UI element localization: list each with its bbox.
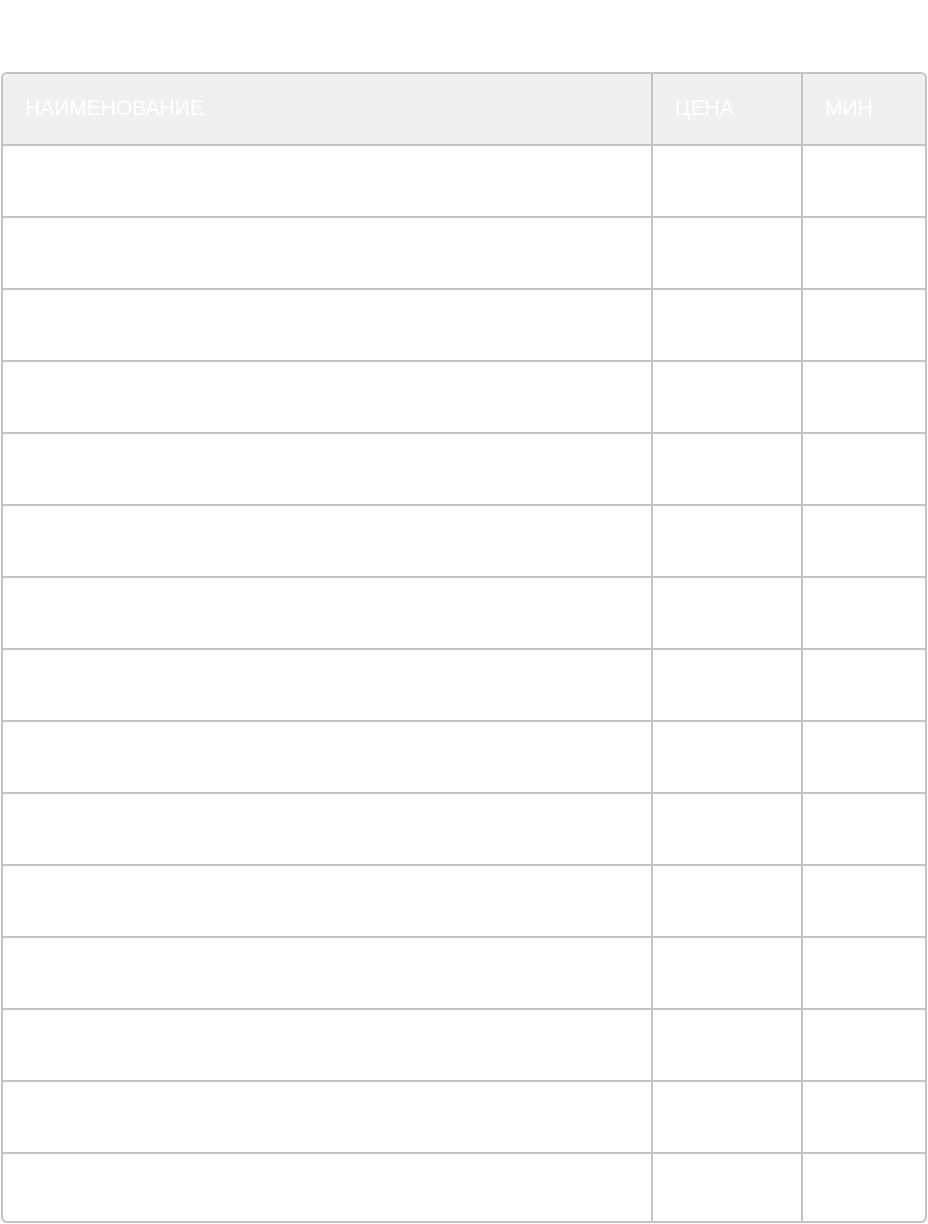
- cell-min[interactable]: [802, 361, 925, 433]
- table-row: [3, 289, 925, 361]
- table-header: [3, 74, 925, 145]
- cell-price[interactable]: [652, 289, 802, 361]
- table-row: [3, 793, 925, 865]
- cell-min[interactable]: [802, 1081, 925, 1153]
- cell-price[interactable]: [652, 937, 802, 1009]
- cell-name[interactable]: [3, 937, 652, 1009]
- table-body: [3, 145, 925, 1223]
- cell-min[interactable]: [802, 505, 925, 577]
- table-row: [3, 361, 925, 433]
- table-row: [3, 217, 925, 289]
- cell-name[interactable]: [3, 217, 652, 289]
- table-row: [3, 505, 925, 577]
- cell-price[interactable]: [652, 721, 802, 793]
- cell-price[interactable]: [652, 1153, 802, 1223]
- table-row: [3, 577, 925, 649]
- cell-min[interactable]: [802, 649, 925, 721]
- cell-name[interactable]: [3, 649, 652, 721]
- table-row: [3, 937, 925, 1009]
- cell-price[interactable]: [652, 145, 802, 217]
- table-row: [3, 1153, 925, 1223]
- cell-price[interactable]: [652, 217, 802, 289]
- cell-price[interactable]: [652, 1009, 802, 1081]
- column-header-name: НАИМЕНОВАНИЕ: [3, 74, 652, 145]
- cell-name[interactable]: [3, 1153, 652, 1223]
- table-row: [3, 1009, 925, 1081]
- cell-name[interactable]: [3, 1009, 652, 1081]
- cell-name[interactable]: [3, 145, 652, 217]
- price-table: [1, 72, 927, 1223]
- cell-name[interactable]: [3, 721, 652, 793]
- cell-name[interactable]: [3, 1081, 652, 1153]
- cell-price[interactable]: [652, 577, 802, 649]
- cell-name[interactable]: [3, 433, 652, 505]
- cell-price[interactable]: [652, 433, 802, 505]
- cell-price[interactable]: [652, 1081, 802, 1153]
- table-row: [3, 1081, 925, 1153]
- cell-price[interactable]: [652, 865, 802, 937]
- cell-price[interactable]: [652, 649, 802, 721]
- cell-min[interactable]: [802, 289, 925, 361]
- table-row: [3, 433, 925, 505]
- cell-name[interactable]: [3, 361, 652, 433]
- table-row: [3, 865, 925, 937]
- cell-name[interactable]: [3, 577, 652, 649]
- cell-min[interactable]: [802, 937, 925, 1009]
- column-header-min: МИН: [802, 74, 925, 145]
- cell-name[interactable]: [3, 865, 652, 937]
- cell-min[interactable]: [802, 793, 925, 865]
- cell-min[interactable]: [802, 433, 925, 505]
- cell-min[interactable]: [802, 1009, 925, 1081]
- cell-min[interactable]: [802, 1153, 925, 1223]
- cell-min[interactable]: [802, 721, 925, 793]
- column-header-price: ЦЕНА: [652, 74, 802, 145]
- cell-name[interactable]: [3, 505, 652, 577]
- table-row: [3, 145, 925, 217]
- cell-name[interactable]: [3, 793, 652, 865]
- table-row: [3, 649, 925, 721]
- cell-min[interactable]: [802, 865, 925, 937]
- table-row: [3, 721, 925, 793]
- price-table-grid: [3, 74, 925, 1223]
- cell-min[interactable]: [802, 145, 925, 217]
- cell-price[interactable]: [652, 505, 802, 577]
- header-row: [3, 74, 925, 145]
- cell-price[interactable]: [652, 361, 802, 433]
- cell-price[interactable]: [652, 793, 802, 865]
- cell-min[interactable]: [802, 217, 925, 289]
- cell-name[interactable]: [3, 289, 652, 361]
- cell-min[interactable]: [802, 577, 925, 649]
